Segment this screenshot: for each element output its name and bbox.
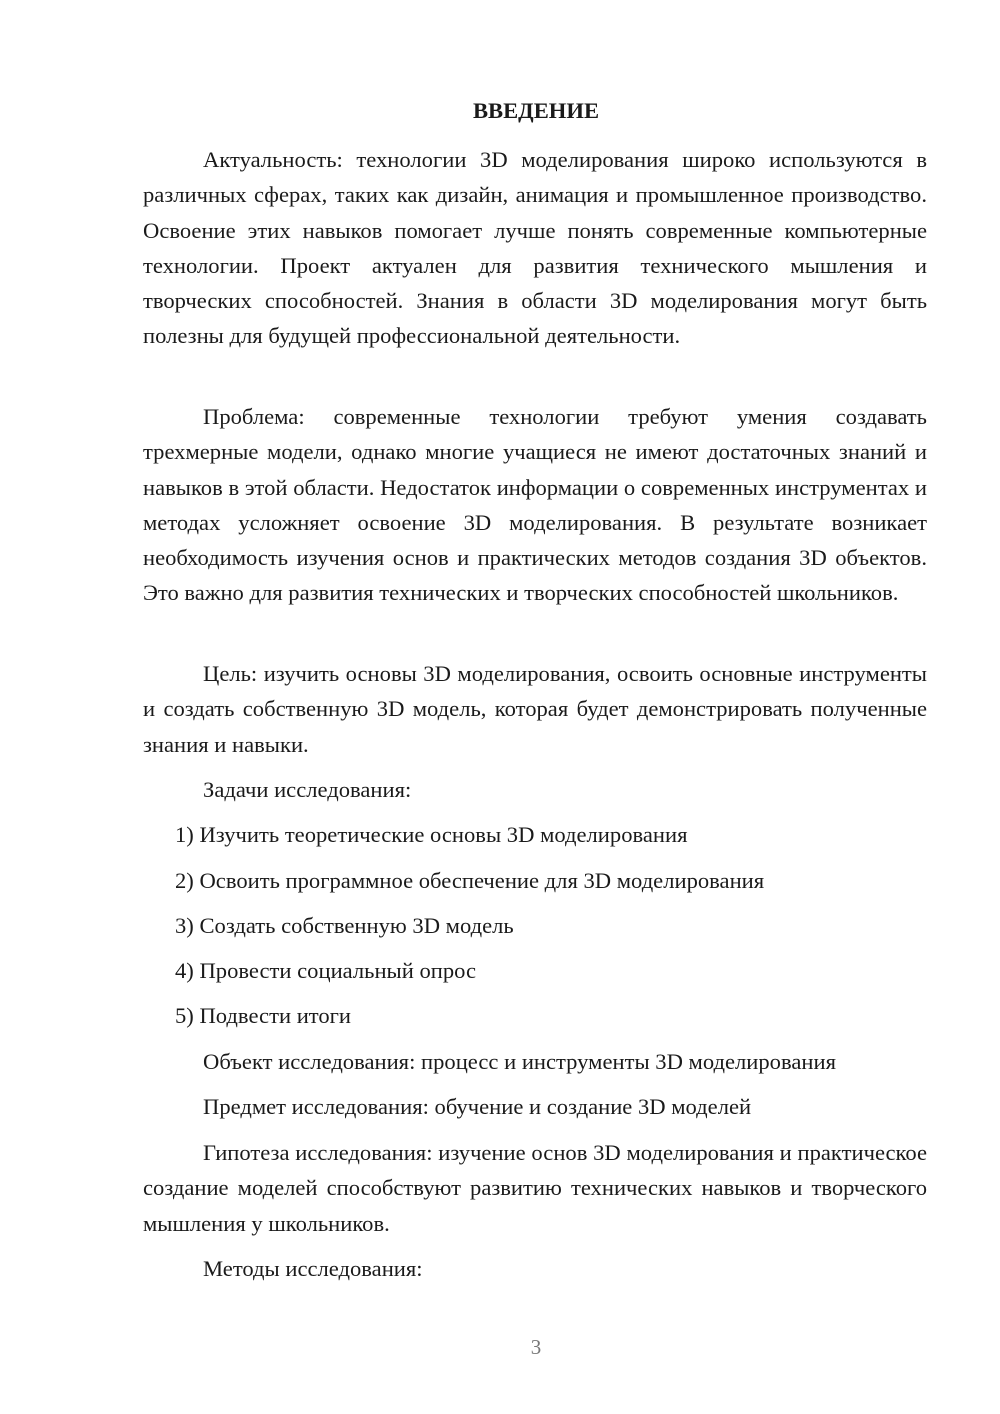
relevance-paragraph: Актуальность: технологии 3D моделирования широко используются в различных сферах, таких как дизайн, анимация и промышленное производство. Освоение этих навыков помогает лучше понять современные компьютерные технологии. Проект актуален для развития технического мышления и творческих способностей. Знания в области 3D моделирования могут быть полезны для будущей профессиональной деятельности. [143,147,927,349]
goal-paragraph: Цель: изучить основы 3D моделирования, освоить основные инструменты и создать собственную 3D модель, которая будет демонстрировать полученные знания и навыки. [143,661,927,757]
page-number: 3 [530,1335,542,1359]
tasks-heading: Задачи исследования: [203,777,412,802]
task-item: 1) Изучить теоретические основы 3D моделирования [175,822,688,847]
research-subject: Предмет исследования: обучение и создание 3D моделей [203,1094,752,1119]
problem-paragraph: Проблема: современные технологии требуют умения создавать трехмерные модели, однако многие учащиеся не имеют достаточных знаний и навыков в этой области. Недостаток информации о современных инструментах и методах усложняет освоение 3D моделирования. В результате возникает необходимость изучения основ и практических методов создания 3D объектов. Это важно для развития технических и творческих способностей школьников. [143,404,927,606]
task-item: 3) Создать собственную 3D модель [175,913,514,938]
research-object: Объект исследования: процесс и инструменты 3D моделирования [203,1049,836,1074]
task-item: 5) Подвести итоги [175,1003,352,1028]
task-item: 4) Провести социальный опрос [175,958,477,983]
methods-heading: Методы исследования: [203,1256,423,1281]
task-item: 2) Освоить программное обеспечение для 3D моделирования [175,868,765,893]
page-title: ВВЕДЕНИЕ [472,98,600,123]
hypothesis-paragraph: Гипотеза исследования: изучение основ 3D моделирования и практическое создание моделей способствуют развитию технических навыков и творческого мышления у школьников. [143,1140,927,1236]
